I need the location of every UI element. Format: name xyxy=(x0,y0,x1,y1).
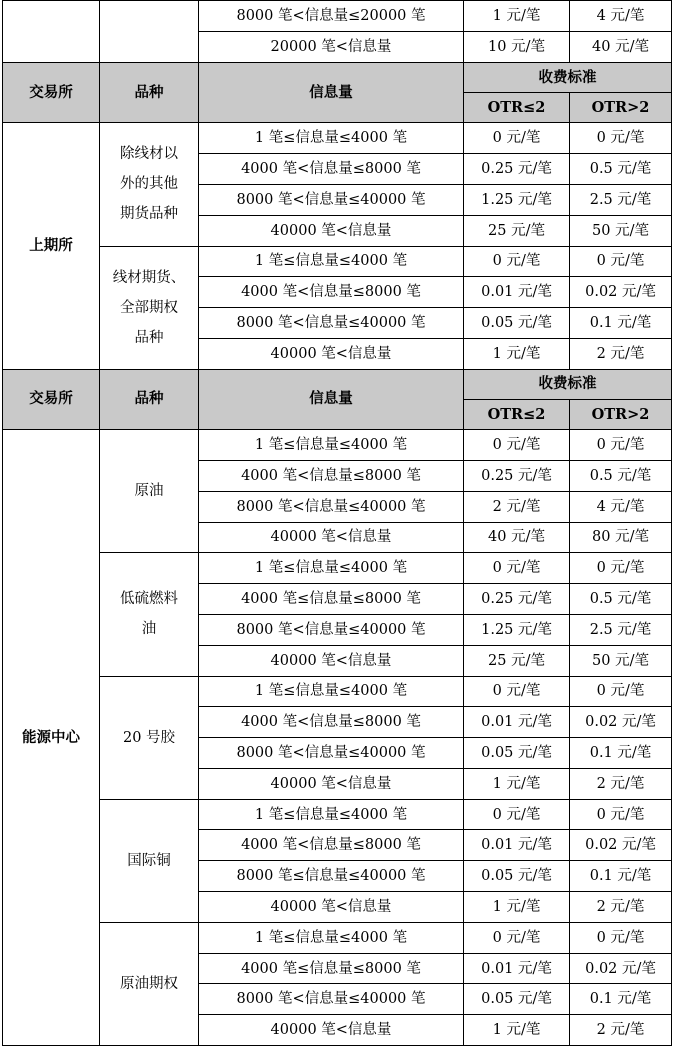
fee-otr-low-cell: 0.05 元/笔 xyxy=(464,984,570,1015)
variety-name xyxy=(100,246,199,369)
fee-otr-high-cell: 0.1 元/笔 xyxy=(570,738,672,769)
fee-otr-high-cell: 0.02 元/笔 xyxy=(570,707,672,738)
fee-otr-high-cell: 80 元/笔 xyxy=(570,522,672,553)
fee-otr-high-cell: 0 元/笔 xyxy=(570,922,672,953)
fee-otr-low-cell: 1 元/笔 xyxy=(464,1015,570,1046)
header-otr-low: OTR≤2 xyxy=(464,399,570,429)
volume-range-cell: 8000 笔<信息量≤40000 笔 xyxy=(199,491,464,522)
fee-otr-high-cell: 2 元/笔 xyxy=(570,338,672,369)
volume-range-cell: 40000 笔<信息量 xyxy=(199,1015,464,1046)
fee-otr-high-cell: 0.1 元/笔 xyxy=(570,861,672,892)
exchange-name: 上期所 xyxy=(3,123,100,369)
fee-otr-high-cell: 2 元/笔 xyxy=(570,1015,672,1046)
table-row xyxy=(3,430,672,461)
volume-range-cell: 1 笔≤信息量≤4000 笔 xyxy=(199,922,464,953)
volume-range-cell: 4000 笔<信息量≤8000 笔 xyxy=(199,460,464,491)
fee-otr-low-cell: 0.05 元/笔 xyxy=(464,738,570,769)
fee-otr-low-cell: 0 元/笔 xyxy=(464,246,570,277)
fee-otr-high-cell: 0.1 元/笔 xyxy=(570,308,672,339)
fee-otr-high-cell: 0.02 元/笔 xyxy=(570,277,672,308)
volume-range-cell: 40000 笔<信息量 xyxy=(199,338,464,369)
fee-otr-high-cell: 0 元/笔 xyxy=(570,676,672,707)
fee-otr-high-cell: 0.02 元/笔 xyxy=(570,953,672,984)
table-row xyxy=(3,676,672,707)
fee-otr-high-cell: 0.5 元/笔 xyxy=(570,584,672,615)
fee-otr-high-cell: 0 元/笔 xyxy=(570,553,672,584)
volume-range-cell: 8000 笔<信息量≤20000 笔 xyxy=(199,1,464,32)
fee-otr-high-cell: 2 元/笔 xyxy=(570,892,672,923)
header-otr-high: OTR>2 xyxy=(570,93,672,123)
volume-range-cell: 20000 笔<信息量 xyxy=(199,32,464,63)
fee-otr-low-cell: 1 元/笔 xyxy=(464,892,570,923)
variety-line: 期货品种 xyxy=(120,206,178,223)
fee-otr-low-cell: 10 元/笔 xyxy=(464,32,570,63)
table-row xyxy=(3,246,672,277)
header-row xyxy=(3,369,672,399)
volume-range-cell: 40000 笔<信息量 xyxy=(199,768,464,799)
variety-line: 线材期货、 xyxy=(112,269,186,286)
fee-otr-low-cell: 0.25 元/笔 xyxy=(464,584,570,615)
header-variety: 品种 xyxy=(100,63,199,123)
table-row xyxy=(3,553,672,584)
header-variety: 品种 xyxy=(100,369,199,429)
fee-otr-high-cell: 2.5 元/笔 xyxy=(570,184,672,215)
variety-name xyxy=(100,553,199,676)
fee-otr-low-cell: 25 元/笔 xyxy=(464,215,570,246)
variety-line: 原油 xyxy=(134,483,164,500)
fee-otr-high-cell: 0 元/笔 xyxy=(570,799,672,830)
fee-otr-high-cell: 0.1 元/笔 xyxy=(570,984,672,1015)
variety-line: 品种 xyxy=(134,329,164,346)
fee-otr-high-cell: 50 元/笔 xyxy=(570,215,672,246)
table-row xyxy=(3,1,672,32)
table-row xyxy=(3,123,672,154)
fee-otr-low-cell: 0.01 元/笔 xyxy=(464,277,570,308)
volume-range-cell: 4000 笔<信息量≤8000 笔 xyxy=(199,277,464,308)
fee-otr-high-cell: 4 元/笔 xyxy=(570,1,672,32)
volume-range-cell: 4000 笔<信息量≤8000 笔 xyxy=(199,707,464,738)
volume-range-cell: 8000 笔<信息量≤40000 笔 xyxy=(199,614,464,645)
variety-name xyxy=(100,123,199,246)
fee-otr-high-cell: 40 元/笔 xyxy=(570,32,672,63)
table-row xyxy=(3,922,672,953)
fee-otr-low-cell: 1.25 元/笔 xyxy=(464,184,570,215)
fee-otr-low-cell: 0.01 元/笔 xyxy=(464,953,570,984)
variety-line: 国际铜 xyxy=(127,852,171,869)
volume-range-cell: 1 笔≤信息量≤4000 笔 xyxy=(199,123,464,154)
fee-otr-high-cell: 0.5 元/笔 xyxy=(570,460,672,491)
fee-otr-low-cell: 0.01 元/笔 xyxy=(464,707,570,738)
volume-range-cell: 8000 笔≤信息量≤40000 笔 xyxy=(199,861,464,892)
volume-range-cell: 1 笔≤信息量≤4000 笔 xyxy=(199,430,464,461)
header-otr-low: OTR≤2 xyxy=(464,93,570,123)
volume-range-cell: 40000 笔<信息量 xyxy=(199,522,464,553)
fee-otr-high-cell: 0.02 元/笔 xyxy=(570,830,672,861)
exchange-name: 能源中心 xyxy=(3,430,100,1046)
fee-otr-low-cell: 0 元/笔 xyxy=(464,922,570,953)
header-exchange: 交易所 xyxy=(3,369,100,429)
fee-otr-low-cell: 0.01 元/笔 xyxy=(464,830,570,861)
volume-range-cell: 1 笔≤信息量≤4000 笔 xyxy=(199,553,464,584)
variety-line: 20 号胶 xyxy=(122,729,176,746)
volume-range-cell: 8000 笔<信息量≤40000 笔 xyxy=(199,738,464,769)
fee-otr-low-cell: 0.05 元/笔 xyxy=(464,308,570,339)
fee-otr-low-cell: 0 元/笔 xyxy=(464,676,570,707)
fee-otr-high-cell: 2 元/笔 xyxy=(570,768,672,799)
exchange-cell xyxy=(3,1,100,63)
fee-otr-low-cell: 0 元/笔 xyxy=(464,553,570,584)
volume-range-cell: 4000 笔≤信息量≤8000 笔 xyxy=(199,953,464,984)
header-volume: 信息量 xyxy=(199,369,464,429)
variety-line: 全部期权 xyxy=(120,299,178,316)
fee-otr-high-cell: 0.5 元/笔 xyxy=(570,154,672,185)
volume-range-cell: 4000 笔≤信息量≤8000 笔 xyxy=(199,584,464,615)
fee-otr-low-cell: 0.25 元/笔 xyxy=(464,460,570,491)
fee-otr-high-cell: 4 元/笔 xyxy=(570,491,672,522)
fee-otr-low-cell: 0.05 元/笔 xyxy=(464,861,570,892)
volume-range-cell: 40000 笔<信息量 xyxy=(199,215,464,246)
header-exchange: 交易所 xyxy=(3,63,100,123)
header-fee-standard: 收费标准 xyxy=(464,369,672,399)
header-fee-standard: 收费标准 xyxy=(464,63,672,93)
table-row xyxy=(3,799,672,830)
variety-line: 外的其他 xyxy=(120,176,178,193)
volume-range-cell: 40000 笔<信息量 xyxy=(199,645,464,676)
fee-otr-high-cell: 0 元/笔 xyxy=(570,246,672,277)
volume-range-cell: 1 笔≤信息量≤4000 笔 xyxy=(199,799,464,830)
fee-table-body xyxy=(3,1,672,1046)
variety-name xyxy=(100,922,199,1045)
fee-otr-low-cell: 0.25 元/笔 xyxy=(464,154,570,185)
volume-range-cell: 8000 笔<信息量≤40000 笔 xyxy=(199,184,464,215)
fee-otr-high-cell: 0 元/笔 xyxy=(570,430,672,461)
fee-otr-low-cell: 0 元/笔 xyxy=(464,799,570,830)
variety-cell xyxy=(100,1,199,63)
volume-range-cell: 40000 笔<信息量 xyxy=(199,892,464,923)
volume-range-cell: 8000 笔<信息量≤40000 笔 xyxy=(199,984,464,1015)
fee-otr-high-cell: 0 元/笔 xyxy=(570,123,672,154)
header-volume: 信息量 xyxy=(199,63,464,123)
header-otr-high: OTR>2 xyxy=(570,399,672,429)
fee-otr-low-cell: 0 元/笔 xyxy=(464,430,570,461)
variety-line: 原油期权 xyxy=(120,975,178,992)
fee-otr-low-cell: 1.25 元/笔 xyxy=(464,614,570,645)
fee-otr-low-cell: 40 元/笔 xyxy=(464,522,570,553)
fee-otr-low-cell: 1 元/笔 xyxy=(464,768,570,799)
fee-otr-high-cell: 2.5 元/笔 xyxy=(570,614,672,645)
fee-otr-low-cell: 1 元/笔 xyxy=(464,1,570,32)
variety-name xyxy=(100,430,199,553)
fee-otr-low-cell: 2 元/笔 xyxy=(464,491,570,522)
fee-otr-low-cell: 1 元/笔 xyxy=(464,338,570,369)
variety-name xyxy=(100,799,199,922)
variety-line: 油 xyxy=(141,621,157,638)
fee-otr-high-cell: 50 元/笔 xyxy=(570,645,672,676)
variety-name xyxy=(100,676,199,799)
variety-line: 低硫燃料 xyxy=(120,591,178,608)
volume-range-cell: 1 笔≤信息量≤4000 笔 xyxy=(199,246,464,277)
variety-line: 除线材以 xyxy=(120,146,178,163)
fee-otr-low-cell: 0 元/笔 xyxy=(464,123,570,154)
volume-range-cell: 4000 笔<信息量≤8000 笔 xyxy=(199,154,464,185)
volume-range-cell: 4000 笔<信息量≤8000 笔 xyxy=(199,830,464,861)
header-row xyxy=(3,63,672,93)
fee-otr-low-cell: 25 元/笔 xyxy=(464,645,570,676)
fee-table xyxy=(2,0,672,1046)
volume-range-cell: 1 笔≤信息量≤4000 笔 xyxy=(199,676,464,707)
volume-range-cell: 8000 笔<信息量≤40000 笔 xyxy=(199,308,464,339)
